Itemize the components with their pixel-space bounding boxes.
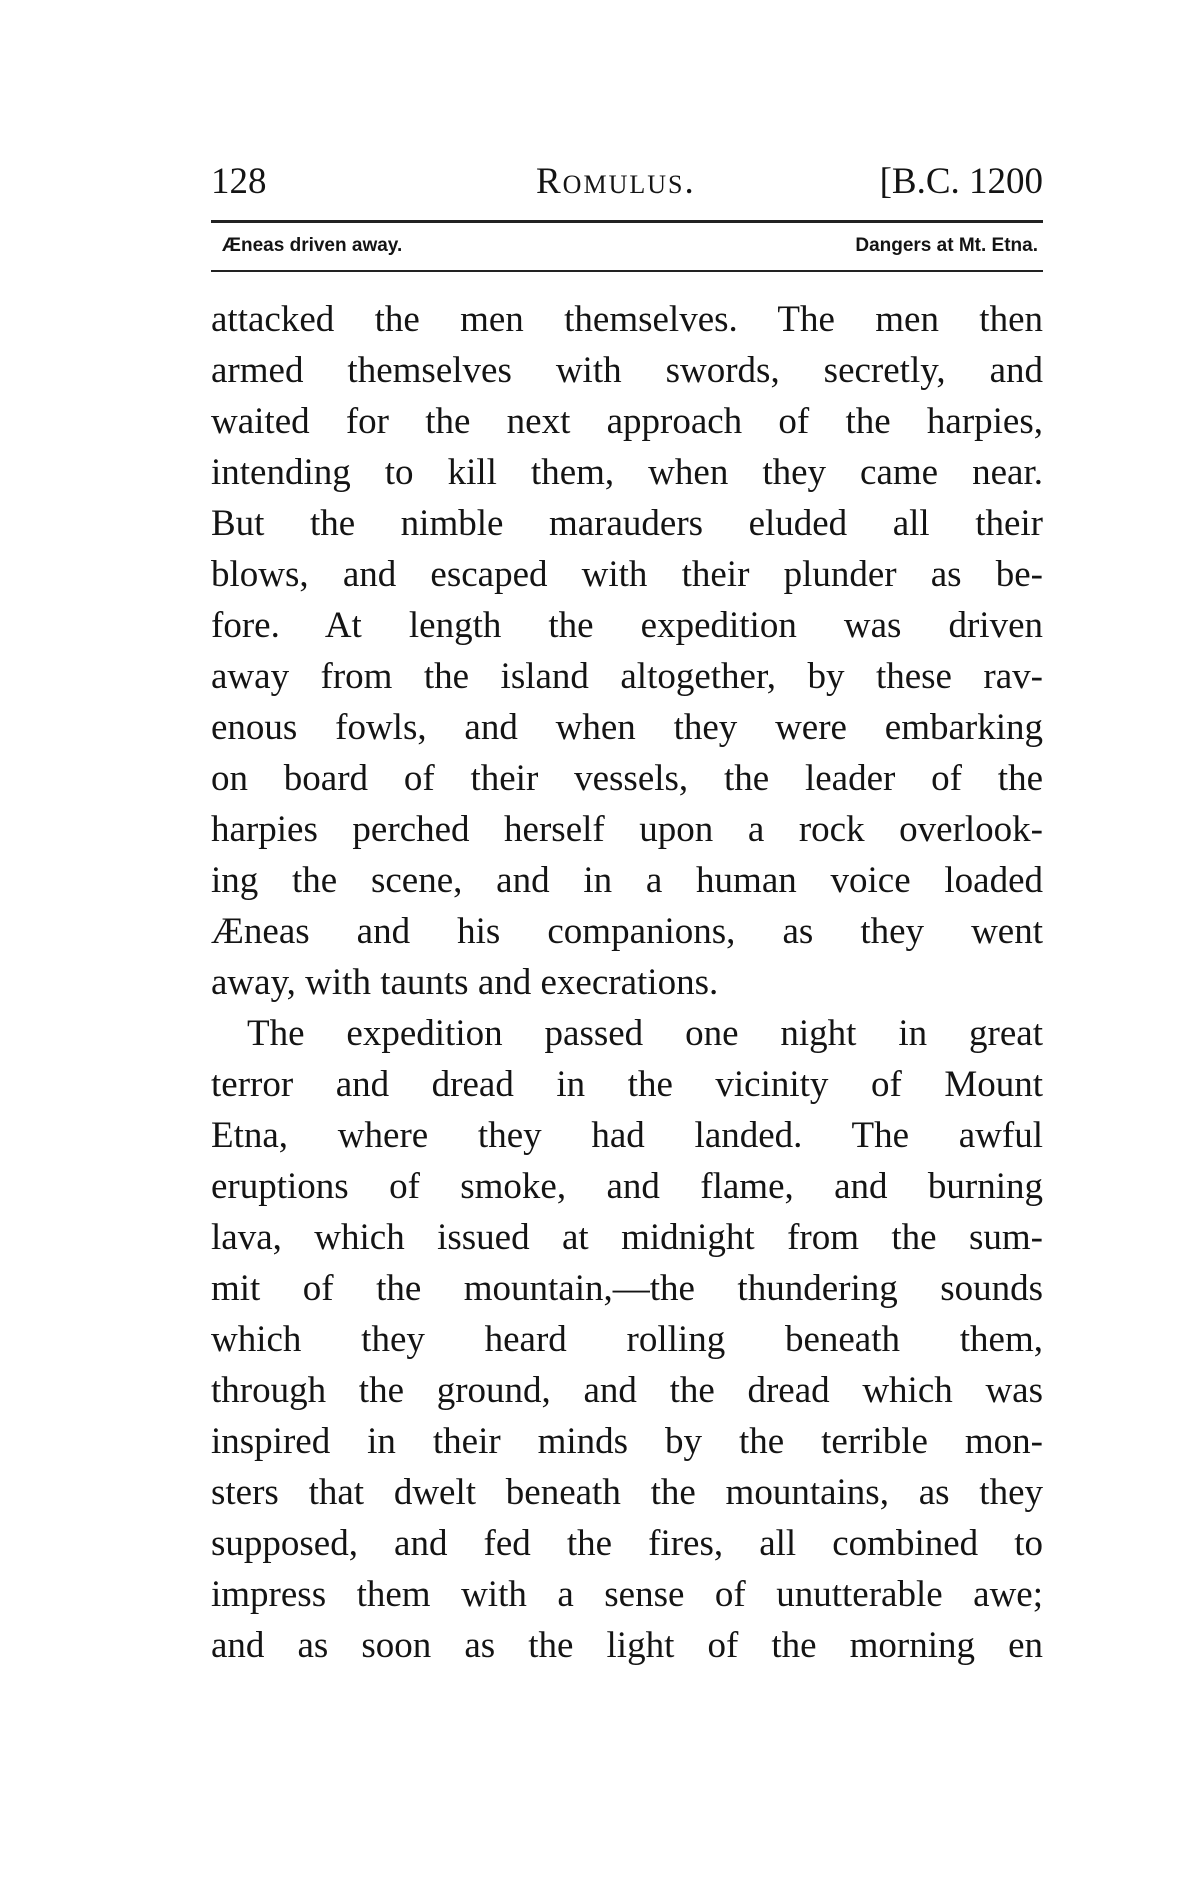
body-text [211,294,1043,1671]
text-line: But the nimble marauders eluded all their [211,503,1043,544]
text-line: armed themselves with swords, secretly, and [211,350,1043,391]
text-line: on board of their vessels, the leader of the [211,758,1043,799]
date-label: [B.C. 1200 [879,161,1043,202]
text-line: Æneas and his companions, as they went [211,911,1043,952]
text-line: sters that dwelt beneath the mountains, as they [211,1472,1043,1513]
text-line: mit of the mountain,—the thundering sounds [211,1268,1043,1309]
text-line: intending to kill them, when they came near. [211,452,1043,493]
text-line: terror and dread in the vicinity of Mount [211,1064,1043,1105]
side-note-left: Æneas driven away. [222,235,403,256]
side-notes [222,228,1038,264]
text-line: waited for the next approach of the harpies, [211,401,1043,442]
book-title: Romulus. [536,161,696,202]
text-line: eruptions of smoke, and flame, and burning [211,1166,1043,1207]
text-line: Etna, where they had landed. The awful [211,1115,1043,1156]
text-line: away from the island altogether, by these rav- [211,656,1043,697]
text-line: fore. At length the expedition was driven [211,605,1043,646]
text-line: inspired in their minds by the terrible mon- [211,1421,1043,1462]
text-line: through the ground, and the dread which was [211,1370,1043,1411]
text-line: harpies perched herself upon a rock overlook- [211,809,1043,850]
text-line: ing the scene, and in a human voice loaded [211,860,1043,901]
text-line: attacked the men themselves. The men then [211,299,1043,340]
side-note-right: Dangers at Mt. Etna. [855,235,1038,256]
text-line: and as soon as the light of the morning en [211,1625,1043,1666]
text-line: away, with taunts and execrations. [211,962,719,1003]
text-line: lava, which issued at midnight from the sum- [211,1217,1043,1258]
header-rule-top [211,220,1043,223]
text-line: blows, and escaped with their plunder as be- [211,554,1043,595]
text-line: supposed, and fed the fires, all combined to [211,1523,1043,1564]
text-line: impress them with a sense of unutterable awe; [211,1574,1043,1615]
paragraph-first-line: The expedition passed one night in great [247,1013,1043,1054]
running-head [211,157,1043,207]
text-line: which they heard rolling beneath them, [211,1319,1043,1360]
page-number: 128 [211,161,267,202]
header-rule-bottom [211,270,1043,272]
text-line: enous fowls, and when they were embarking [211,707,1043,748]
